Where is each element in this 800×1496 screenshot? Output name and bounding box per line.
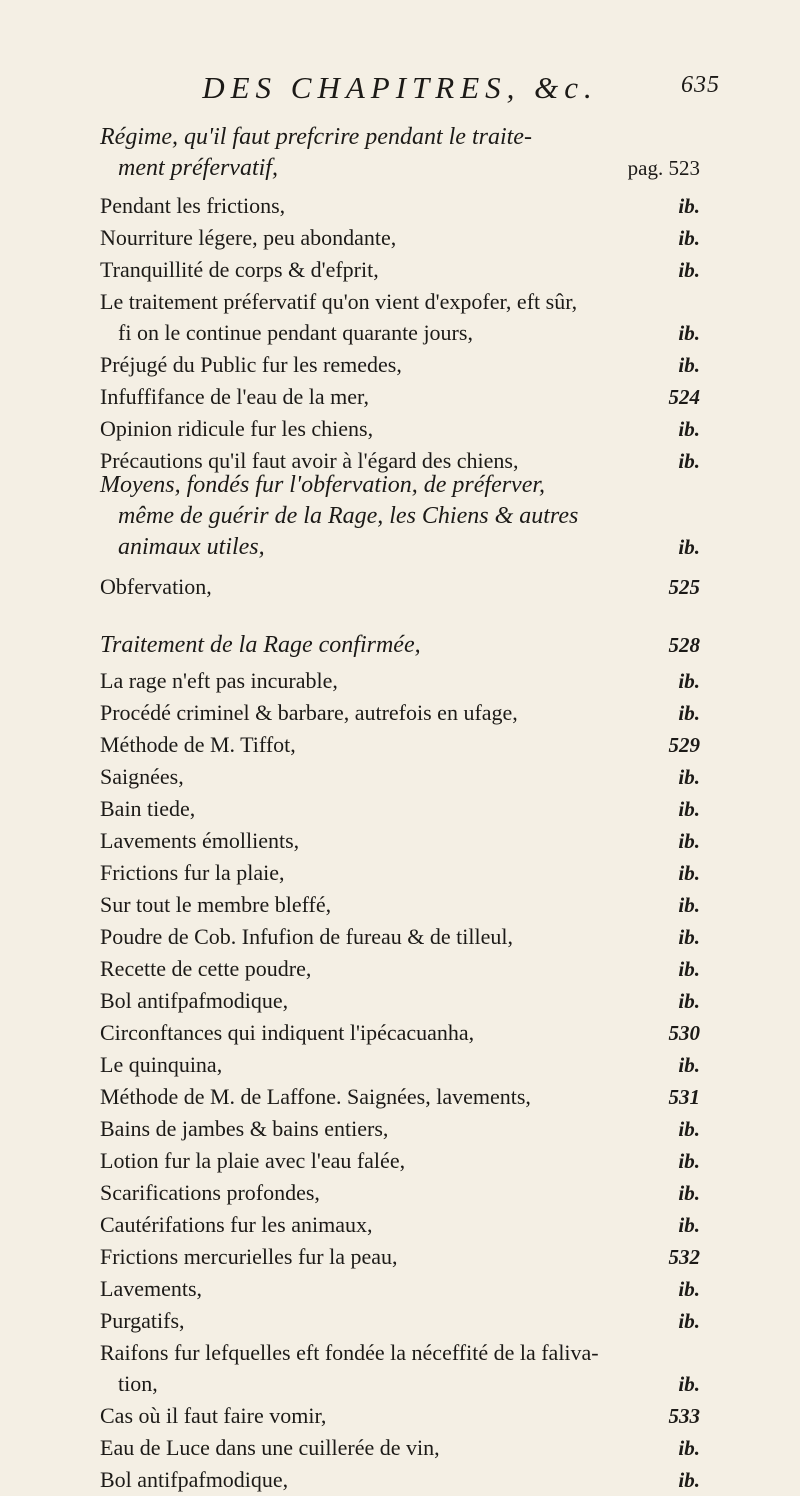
toc-entry — [100, 1273, 700, 1305]
toc-entry — [100, 1241, 700, 1273]
entry-page: ib. — [678, 925, 700, 949]
entry-page: ib. — [678, 861, 700, 885]
section-heading-line: même de guérir de la Rage, les Chiens & autres — [118, 503, 579, 529]
section-regime — [100, 122, 700, 477]
toc-entry — [100, 1017, 700, 1049]
entry-text: Saignées, — [100, 764, 184, 789]
entry-text: Préjugé du Public fur les remedes, — [100, 352, 402, 377]
toc-entry — [100, 1049, 700, 1081]
entry-text: Nourriture légere, peu abondante, — [100, 225, 397, 250]
entry-page: ib. — [678, 449, 700, 473]
toc-entry — [100, 665, 700, 697]
entry-page: ib. — [678, 1436, 700, 1460]
entry-page: 533 — [668, 1404, 700, 1428]
toc-entry — [100, 697, 700, 729]
entry-text: Frictions fur la plaie, — [100, 860, 285, 885]
toc-entry — [100, 1081, 700, 1113]
entry-text: Recette de cette poudre, — [100, 956, 312, 981]
section-heading-page: 528 — [668, 633, 700, 657]
entry-page: 530 — [668, 1021, 700, 1045]
toc-entry — [100, 1177, 700, 1209]
toc-entry — [100, 222, 700, 254]
toc-entry — [100, 190, 700, 222]
entry-page: ib. — [678, 1117, 700, 1141]
entry-page: ib. — [678, 1372, 700, 1396]
entry-page: 532 — [668, 1245, 700, 1269]
entry-page: ib. — [678, 1309, 700, 1333]
toc-entry — [100, 1209, 700, 1241]
entry-page: ib. — [678, 353, 700, 377]
entry-text: Lotion fur la plaie avec l'eau falée, — [100, 1148, 406, 1173]
toc-entry — [100, 381, 700, 413]
entry-page: ib. — [678, 1277, 700, 1301]
entry-page: ib. — [678, 669, 700, 693]
toc-entry — [100, 793, 700, 825]
entry-page: 525 — [668, 575, 700, 599]
entry-text: Frictions mercurielles fur la peau, — [100, 1244, 398, 1269]
entry-page: 531 — [668, 1085, 700, 1109]
entry-page: ib. — [678, 765, 700, 789]
entry-text: Obfervation, — [100, 574, 212, 599]
toc-entry — [100, 349, 700, 381]
entry-page: ib. — [678, 1213, 700, 1237]
entry-text: Pendant les frictions, — [100, 193, 286, 218]
section-heading — [100, 630, 700, 661]
entry-page: ib. — [678, 1181, 700, 1205]
toc-entry — [100, 1464, 700, 1496]
entry-text: Circonftances qui indiquent l'ipécacuanha, — [100, 1020, 475, 1045]
entry-page: ib. — [678, 829, 700, 853]
entry-page: ib. — [678, 321, 700, 345]
entry-text: Eau de Luce dans une cuillerée de vin, — [100, 1435, 440, 1460]
entry-text: tion, — [118, 1371, 158, 1396]
entry-text: Sur tout le membre bleffé, — [100, 892, 332, 917]
page-number: 635 — [681, 72, 720, 98]
entry-page: ib. — [678, 1149, 700, 1173]
entry-text: Procédé criminel & barbare, autrefois en ufage, — [100, 700, 518, 725]
entry-page: ib. — [678, 417, 700, 441]
section-heading-line: Moyens, fondés fur l'obfervation, de préferver, — [100, 472, 546, 498]
toc-entry — [100, 571, 700, 603]
toc-entry — [100, 729, 700, 761]
entry-text: Purgatifs, — [100, 1308, 185, 1333]
toc-entry — [100, 1368, 700, 1400]
section-traitement — [100, 630, 700, 1496]
entry-text: Précautions qu'il faut avoir à l'égard des chiens, — [100, 448, 519, 473]
entry-text: Infuffifance de l'eau de la mer, — [100, 384, 369, 409]
toc-entry — [100, 1337, 700, 1368]
section-heading — [100, 122, 700, 184]
entry-text: La rage n'eft pas incurable, — [100, 668, 338, 693]
toc-entry — [100, 254, 700, 286]
entry-text: Scarifications profondes, — [100, 1180, 320, 1205]
section-heading-page: ib. — [678, 535, 700, 559]
section-heading-line: ment préfervatif, — [118, 155, 278, 181]
entry-text: Opinion ridicule fur les chiens, — [100, 416, 374, 441]
section-heading-line: Régime, qu'il faut prefcrire pendant le traite- — [100, 124, 532, 150]
toc-entry — [100, 921, 700, 953]
entry-text: Le traitement préfervatif qu'on vient d'expofer, eft sûr, — [100, 289, 578, 314]
entry-text: Méthode de M. Tiffot, — [100, 732, 296, 757]
toc-entry — [100, 1113, 700, 1145]
entry-text: Cas où il faut faire vomir, — [100, 1403, 327, 1428]
entry-page: ib. — [678, 957, 700, 981]
toc-entry — [100, 857, 700, 889]
section-heading — [100, 470, 700, 563]
entry-text: Tranquillité de corps & d'efprit, — [100, 257, 379, 282]
toc-entry — [100, 413, 700, 445]
entry-text: Cautérifations fur les animaux, — [100, 1212, 373, 1237]
toc-entry — [100, 953, 700, 985]
entry-text: Bain tiede, — [100, 796, 196, 821]
header-title: DES CHAPITRES, &c. — [202, 70, 598, 105]
entry-text: Bains de jambes & bains entiers, — [100, 1116, 389, 1141]
toc-entry — [100, 761, 700, 793]
entry-page: 524 — [668, 385, 700, 409]
section-heading-line: Traitement de la Rage confirmée, — [100, 632, 421, 658]
entry-text: Méthode de M. de Laffone. Saignées, lavements, — [100, 1084, 531, 1109]
section-heading-line: animaux utiles, — [118, 534, 265, 560]
entry-page: ib. — [678, 701, 700, 725]
toc-entry — [100, 286, 700, 317]
entry-page: ib. — [678, 1053, 700, 1077]
entry-page: ib. — [678, 194, 700, 218]
entry-text: Lavements, — [100, 1276, 203, 1301]
entry-text: Bol antifpafmodique, — [100, 1467, 289, 1492]
entry-page: ib. — [678, 989, 700, 1013]
toc-entry — [100, 317, 700, 349]
entry-page: ib. — [678, 797, 700, 821]
entry-text: Bol antifpafmodique, — [100, 988, 289, 1013]
section-heading-page: pag. 523 — [627, 156, 700, 180]
entry-text: fi on le continue pendant quarante jours, — [118, 320, 473, 345]
entry-page: ib. — [678, 1468, 700, 1492]
entry-page: 529 — [668, 733, 700, 757]
toc-entry — [100, 1432, 700, 1464]
toc-entry — [100, 1305, 700, 1337]
running-header — [120, 70, 720, 110]
entry-text: Le quinquina, — [100, 1052, 223, 1077]
section-moyens — [100, 470, 700, 603]
entry-text: Raifons fur lefquelles eft fondée la néceffité de la faliva- — [100, 1340, 599, 1365]
entry-page: ib. — [678, 258, 700, 282]
toc-entry — [100, 985, 700, 1017]
entry-text: Lavements émollients, — [100, 828, 300, 853]
entry-text: Poudre de Cob. Infufion de fureau & de tilleul, — [100, 924, 514, 949]
toc-entry — [100, 889, 700, 921]
toc-entry — [100, 825, 700, 857]
entry-page: ib. — [678, 893, 700, 917]
entry-page: ib. — [678, 226, 700, 250]
toc-entry — [100, 1145, 700, 1177]
toc-entry — [100, 1400, 700, 1432]
